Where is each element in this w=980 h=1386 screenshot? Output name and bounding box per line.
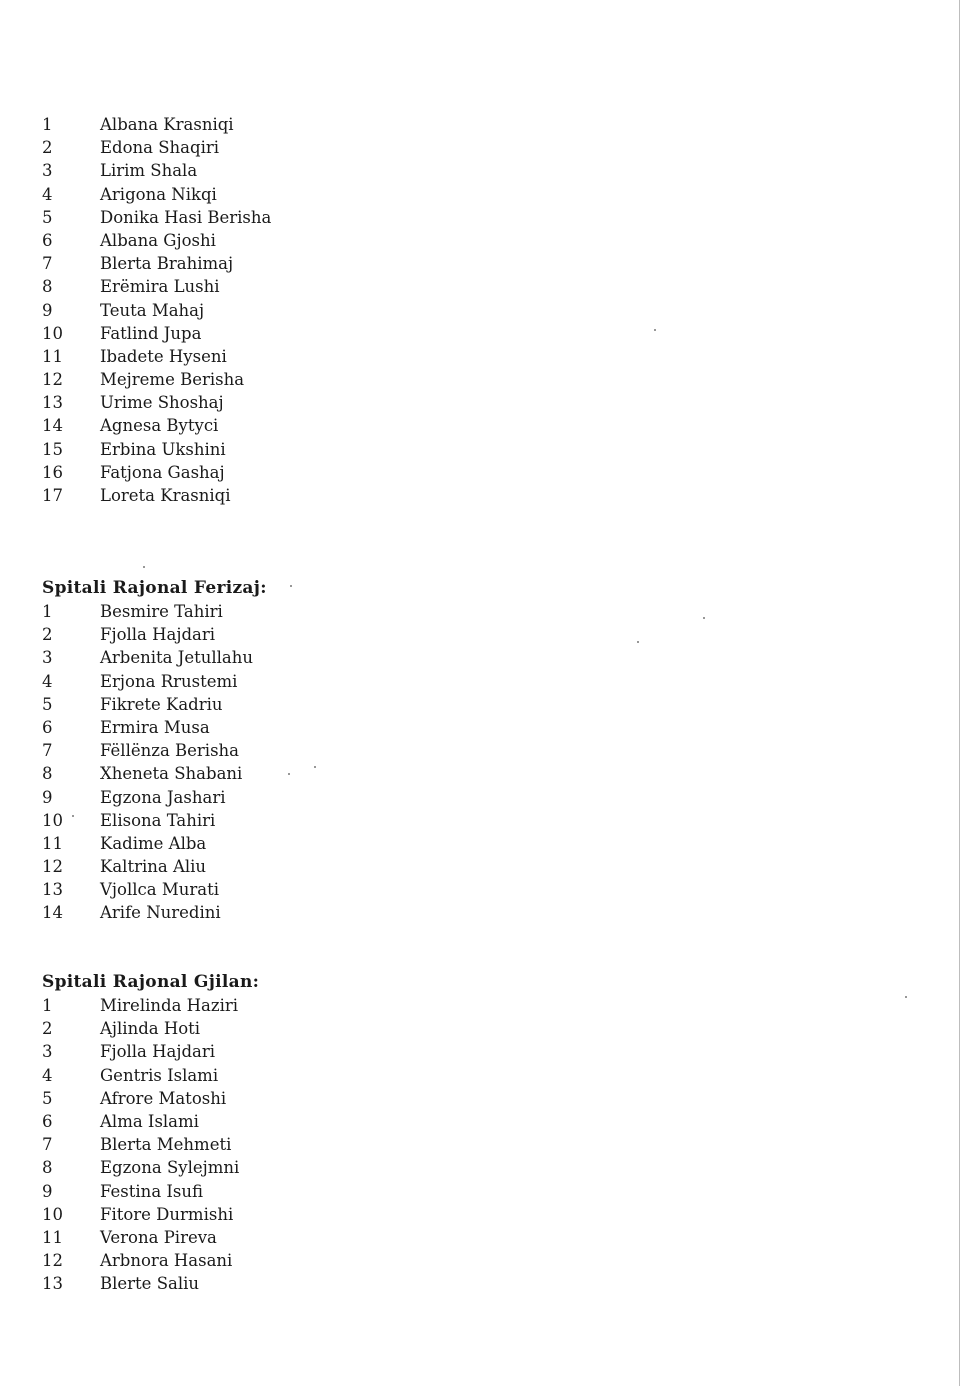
item-number: 3 bbox=[42, 161, 53, 181]
section-title: Spitali Rajonal Gjilan: bbox=[42, 972, 260, 992]
person-name: Teuta Mahaj bbox=[100, 300, 205, 320]
person-name: Albana Krasniqi bbox=[100, 115, 234, 134]
item-number: 9 bbox=[42, 1181, 53, 1201]
person-name: Alma Islami bbox=[100, 1111, 199, 1131]
list-item bbox=[42, 739, 267, 762]
person-name: Albana Gjoshi bbox=[100, 230, 216, 250]
item-number: 14 bbox=[42, 903, 63, 923]
person-name: Fikrete Kadriu bbox=[100, 694, 223, 714]
person-name: Kadime Alba bbox=[100, 833, 207, 853]
item-number: 4 bbox=[42, 184, 53, 204]
list-item bbox=[42, 136, 271, 159]
scan-speck bbox=[637, 641, 639, 643]
person-name: Ibadete Hyseni bbox=[100, 346, 227, 366]
item-number: 2 bbox=[42, 1019, 53, 1039]
list-item bbox=[42, 646, 267, 669]
item-number: 2 bbox=[42, 625, 53, 645]
ferizaj-staff-section bbox=[42, 576, 267, 925]
person-name: Agnesa Bytyci bbox=[100, 416, 219, 436]
person-name: Lirim Shala bbox=[100, 161, 198, 181]
list-item bbox=[42, 299, 271, 322]
item-number: 12 bbox=[42, 857, 63, 877]
section-title: Spitali Rajonal Ferizaj: bbox=[42, 578, 267, 598]
list-item bbox=[42, 600, 267, 623]
scan-speck bbox=[288, 773, 290, 775]
list-item bbox=[42, 1156, 259, 1179]
item-number: 1 bbox=[42, 602, 53, 621]
list-item bbox=[42, 670, 267, 693]
person-name: Besmire Tahiri bbox=[100, 602, 223, 621]
item-number: 9 bbox=[42, 300, 53, 320]
item-number: 5 bbox=[42, 1088, 53, 1108]
item-number: 17 bbox=[42, 486, 63, 505]
list-item bbox=[42, 275, 271, 298]
item-number: 4 bbox=[42, 1065, 53, 1085]
item-number: 7 bbox=[42, 254, 53, 274]
person-name: Erëmira Lushi bbox=[100, 277, 220, 297]
list-item bbox=[42, 1110, 259, 1133]
list-item bbox=[42, 623, 267, 646]
item-number: 1 bbox=[42, 996, 53, 1015]
list-item bbox=[42, 1040, 259, 1063]
list-item bbox=[42, 368, 271, 391]
item-number: 11 bbox=[42, 1227, 63, 1247]
list-item bbox=[42, 878, 267, 901]
list-item bbox=[42, 1017, 259, 1040]
person-name: Fatjona Gashaj bbox=[100, 462, 225, 482]
item-number: 3 bbox=[42, 1042, 53, 1062]
item-number: 12 bbox=[42, 1251, 63, 1271]
list-item bbox=[42, 159, 271, 182]
person-name: Gentris Islami bbox=[100, 1065, 219, 1085]
list-item bbox=[42, 391, 271, 414]
item-number: 1 bbox=[42, 115, 53, 134]
item-number: 4 bbox=[42, 671, 53, 691]
list-item bbox=[42, 461, 271, 484]
person-name: Arife Nuredini bbox=[100, 903, 221, 923]
scan-speck bbox=[905, 996, 907, 998]
list-item bbox=[42, 762, 267, 785]
scan-speck bbox=[703, 617, 705, 619]
list-item bbox=[42, 1133, 259, 1156]
list-item bbox=[42, 1226, 259, 1249]
person-name: Verona Pireva bbox=[100, 1227, 217, 1247]
gjilan-staff-section bbox=[42, 970, 259, 1295]
item-number: 9 bbox=[42, 787, 53, 807]
list-item bbox=[42, 1203, 259, 1226]
person-name: Blerta Mehmeti bbox=[100, 1135, 232, 1155]
item-number: 15 bbox=[42, 439, 63, 459]
person-name: Urime Shoshaj bbox=[100, 393, 224, 413]
person-name: Kaltrina Aliu bbox=[100, 857, 207, 877]
item-number: 11 bbox=[42, 346, 63, 366]
person-name: Egzona Sylejmni bbox=[100, 1158, 240, 1178]
item-number: 6 bbox=[42, 230, 53, 250]
person-name: Arigona Nikqi bbox=[100, 184, 217, 204]
scan-speck bbox=[314, 766, 316, 768]
list-item bbox=[42, 252, 271, 275]
item-number: 11 bbox=[42, 833, 63, 853]
list-item bbox=[42, 1064, 259, 1087]
person-name: Elisona Tahiri bbox=[100, 810, 216, 830]
item-number: 8 bbox=[42, 277, 53, 297]
item-number: 10 bbox=[42, 323, 63, 343]
item-number: 3 bbox=[42, 648, 53, 668]
list-item bbox=[42, 786, 267, 809]
person-name: Arbenita Jetullahu bbox=[100, 648, 254, 668]
scan-speck bbox=[72, 815, 74, 817]
item-number: 14 bbox=[42, 416, 63, 436]
person-name: Fëllënza Berisha bbox=[100, 741, 240, 761]
scan-speck bbox=[143, 566, 145, 568]
item-number: 2 bbox=[42, 138, 53, 158]
person-name: Afrore Matoshi bbox=[100, 1088, 227, 1108]
item-number: 13 bbox=[42, 1274, 63, 1294]
list-item bbox=[42, 206, 271, 229]
list-item bbox=[42, 855, 267, 878]
item-number: 5 bbox=[42, 694, 53, 714]
list-item bbox=[42, 832, 267, 855]
item-number: 13 bbox=[42, 393, 63, 413]
list-item bbox=[42, 1249, 259, 1272]
page-edge-line bbox=[959, 0, 960, 1386]
person-name: Fitore Durmishi bbox=[100, 1204, 234, 1224]
person-name: Fatlind Jupa bbox=[100, 323, 202, 343]
item-number: 7 bbox=[42, 1135, 53, 1155]
person-name: Egzona Jashari bbox=[100, 787, 226, 807]
staff-list-continued bbox=[42, 113, 271, 507]
person-name: Ajlinda Hoti bbox=[100, 1019, 201, 1039]
list-item bbox=[42, 229, 271, 252]
person-name: Edona Shaqiri bbox=[100, 138, 220, 158]
list-item bbox=[42, 693, 267, 716]
scan-speck bbox=[654, 329, 656, 331]
list-item bbox=[42, 901, 267, 924]
person-name: Festina Isufi bbox=[100, 1181, 204, 1201]
item-number: 6 bbox=[42, 717, 53, 737]
list-item bbox=[42, 1180, 259, 1203]
person-name: Ermira Musa bbox=[100, 717, 210, 737]
item-number: 8 bbox=[42, 764, 53, 784]
person-name: Fjolla Hajdari bbox=[100, 1042, 216, 1062]
item-number: 7 bbox=[42, 741, 53, 761]
item-number: 16 bbox=[42, 462, 63, 482]
person-name: Fjolla Hajdari bbox=[100, 625, 216, 645]
person-name: Mirelinda Haziri bbox=[100, 996, 239, 1015]
list-item bbox=[42, 438, 271, 461]
list-item bbox=[42, 1272, 259, 1295]
list-item bbox=[42, 1087, 259, 1110]
person-name: Blerte Saliu bbox=[100, 1274, 200, 1294]
person-name: Xheneta Shabani bbox=[100, 764, 243, 784]
person-name: Loreta Krasniqi bbox=[100, 486, 231, 505]
person-name: Blerta Brahimaj bbox=[100, 254, 234, 274]
list-item bbox=[42, 484, 271, 507]
person-name: Arbnora Hasani bbox=[100, 1251, 233, 1271]
list-item bbox=[42, 414, 271, 437]
list-item bbox=[42, 994, 259, 1017]
item-number: 5 bbox=[42, 207, 53, 227]
list-item bbox=[42, 322, 271, 345]
person-name: Erjona Rrustemi bbox=[100, 671, 238, 691]
list-item bbox=[42, 809, 267, 832]
item-number: 10 bbox=[42, 1204, 63, 1224]
person-name: Erbina Ukshini bbox=[100, 439, 226, 459]
list-item bbox=[42, 345, 271, 368]
person-name: Donika Hasi Berisha bbox=[100, 207, 272, 227]
item-number: 8 bbox=[42, 1158, 53, 1178]
person-name: Vjollca Murati bbox=[100, 880, 219, 900]
item-number: 6 bbox=[42, 1111, 53, 1131]
list-item bbox=[42, 716, 267, 739]
list-item bbox=[42, 113, 271, 136]
item-number: 13 bbox=[42, 880, 63, 900]
person-name: Mejreme Berisha bbox=[100, 370, 245, 390]
item-number: 10 bbox=[42, 810, 63, 830]
scan-speck bbox=[290, 585, 292, 587]
item-number: 12 bbox=[42, 370, 63, 390]
list-item bbox=[42, 183, 271, 206]
